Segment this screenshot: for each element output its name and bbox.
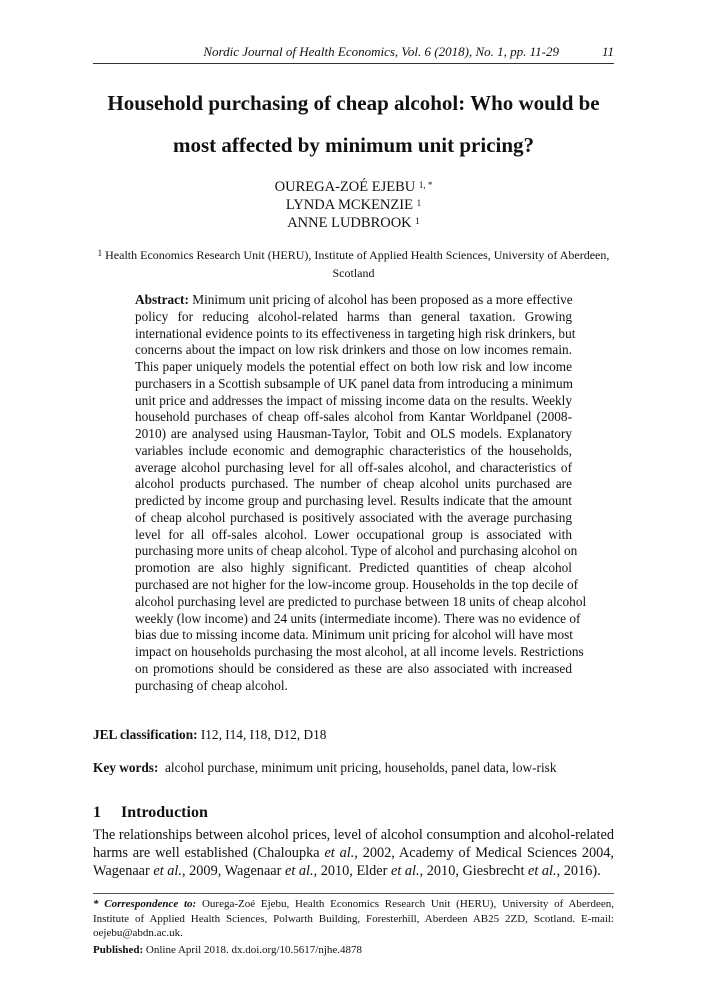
- author: [93, 214, 614, 232]
- text-line: [93, 826, 614, 844]
- text-line: [93, 926, 614, 941]
- text-line: [93, 912, 614, 927]
- published-value: Online April 2018. dx.doi.org/10.5617/njhe.4878: [143, 944, 363, 956]
- text-line: [135, 309, 572, 326]
- line-text: purchasing more units of cheap alcohol. Type of alcohol and purchasing alcohol on: [135, 543, 578, 559]
- author-affil-mark: 1, *: [418, 180, 433, 190]
- title-line: most affected by minimum unit pricing?: [172, 133, 535, 157]
- line-text: level for all off-sales alcohol. Lower occupational group is associated with: [135, 526, 572, 542]
- line-text: This paper uniquely models the potential effect on both low risk and low income: [135, 359, 572, 375]
- line-text: of cheap alcohol purchased is positively associated with the average purchasing: [135, 509, 572, 525]
- text-line: [135, 359, 572, 376]
- keywords-value: alcohol purchase, minimum unit pricing, households, panel data, low-risk: [158, 760, 557, 775]
- correspondence-footnote: [93, 897, 614, 941]
- text-line: [135, 325, 576, 343]
- label: Abstract:: [135, 292, 189, 307]
- text-line: [93, 897, 614, 912]
- line-text: Institute of Applied Health Sciences, Polwarth Building, Foresterhill, Aberdeen AB25 2ZD, Scotland. E-mail:: [93, 912, 614, 925]
- line-text: harms are well established (Chaloupka et al., 2002, Academy of Medical Sciences 2004,: [93, 845, 614, 861]
- jel-label: JEL classification:: [93, 727, 198, 742]
- line-text: policy for reducing alcohol-related harms than general taxation. Growing: [135, 308, 572, 324]
- line-text: alcohol purchasing level are predicted to purchase between 18 units of cheap alcohol: [135, 593, 587, 609]
- line-text: purchased are not higher for the low-income group. Households in the top decile of: [135, 577, 579, 593]
- text-line: [135, 543, 578, 560]
- author-list: [93, 178, 614, 232]
- affil-mark: 1: [97, 248, 103, 258]
- journal-citation: Nordic Journal of Health Economics, Vol. 6 (2018), No. 1, pp. 11-29: [203, 44, 559, 59]
- line-text: household purchases of cheap off-sales alcohol from Kantar Worldpanel (2008-: [135, 409, 572, 425]
- affiliation: [93, 246, 614, 282]
- line-text: unit price and addresses the impact of missing income data on the results. Weekly: [135, 392, 572, 408]
- paper-title: [60, 82, 647, 166]
- author: [93, 196, 614, 214]
- keywords: [93, 760, 556, 776]
- line-text: predicted by income group and purchasing level. Results indicate that the amount: [135, 493, 572, 509]
- text-line: [93, 862, 614, 880]
- abstract: [135, 292, 587, 694]
- line-text: bias due to missing income data. Minimum unit pricing for alcohol will have most: [135, 627, 573, 643]
- text-line: [135, 577, 579, 594]
- line-text: Ourega-Zoé Ejebu, Health Economics Research Unit (HERU), University of Aberdeen,: [196, 898, 614, 910]
- text-line: [135, 426, 572, 443]
- section-heading: [93, 804, 208, 822]
- section-title: Introduction: [121, 804, 208, 821]
- line-text: 2010) are analysed using Hausman-Taylor, Tobit and OLS models. Explanatory: [135, 426, 572, 442]
- line-text: concerns about the impact on low risk drinkers and those on low incomes remain.: [135, 342, 572, 358]
- line-text: variables include economic and demographic characteristics of the households,: [135, 442, 572, 458]
- text-line: [135, 593, 587, 611]
- author-name: ANNE LUDBROOK: [287, 215, 412, 231]
- author: [93, 178, 614, 196]
- jel-classification: [93, 727, 326, 743]
- line-text: impact on households purchasing the most alcohol, at all income levels. Restrictions: [135, 644, 584, 660]
- keywords-label: Key words:: [93, 760, 159, 775]
- published-info: [93, 944, 362, 956]
- text-line: [135, 393, 572, 410]
- title-line: Household purchasing of cheap alcohol: Who would be: [107, 91, 600, 115]
- page-number: 11: [601, 44, 614, 59]
- text-line: [135, 292, 572, 309]
- line-text: purchasing of cheap alcohol.: [135, 677, 288, 693]
- text-line: [135, 460, 572, 477]
- text-line: [135, 627, 572, 644]
- text-line: [135, 527, 572, 544]
- line-text: weekly (low income) and 24 units (intermediate income). There was no evidence of: [135, 610, 581, 626]
- line-text: alcohol products purchased. The number of cheap alcohol units purchased are: [135, 476, 572, 492]
- published-label: Published:: [93, 944, 144, 956]
- footnote-divider: [93, 893, 614, 894]
- text-line: [135, 661, 572, 678]
- text-line: [135, 510, 572, 527]
- text-line: [135, 342, 572, 359]
- line-text: average alcohol purchasing level for all off-sales alcohol, and characteristics of: [135, 459, 572, 475]
- line-text: The relationships between alcohol prices, level of alcohol consumption and alcohol-related: [93, 827, 614, 843]
- text-line: [135, 443, 572, 460]
- text-line: [135, 476, 572, 493]
- section-number: 1: [93, 804, 101, 821]
- intro-paragraph: [93, 826, 614, 880]
- text-line: [135, 644, 584, 661]
- line-text: Wagenaar et al., 2009, Wagenaar et al., 2010, Elder et al., 2010, Giesbrecht et al., 2016).: [93, 863, 601, 879]
- text-line: [135, 610, 581, 628]
- line-text: purchasers in a Scottish subsample of UK panel data from introducing a minimum: [135, 375, 573, 391]
- affil-text: Health Economics Research Unit (HERU), Institute of Applied Health Sciences, University of Aberdeen,: [105, 248, 610, 262]
- label: * Correspondence to:: [93, 898, 197, 910]
- jel-codes: I12, I14, I18, D12, D18: [197, 727, 327, 742]
- affil-text: Scotland: [332, 266, 375, 280]
- text-line: [135, 678, 572, 695]
- author-affil-mark: 1: [415, 216, 420, 226]
- line-text: international evidence points to its effectiveness in targeting high risk drinkers, but: [135, 325, 576, 341]
- line-text: oejebu@abdn.ac.uk.: [93, 927, 183, 939]
- line-text: promotion are also highly significant. Predicted quantities of cheap alcohol: [135, 560, 572, 576]
- text-line: [135, 493, 572, 510]
- author-name: OUREGA-ZOÉ EJEBU: [274, 179, 416, 195]
- text-line: [135, 376, 572, 393]
- text-line: [93, 844, 614, 862]
- line-text: Minimum unit pricing of alcohol has been proposed as a more effective: [188, 292, 573, 307]
- author-affil-mark: 1: [416, 198, 422, 208]
- author-name: LYNDA MCKENZIE: [285, 197, 413, 213]
- line-text: on promotions should be considered as these are also associated with increased: [135, 660, 572, 676]
- running-header: [93, 44, 614, 64]
- text-line: [135, 409, 572, 426]
- text-line: [135, 560, 572, 577]
